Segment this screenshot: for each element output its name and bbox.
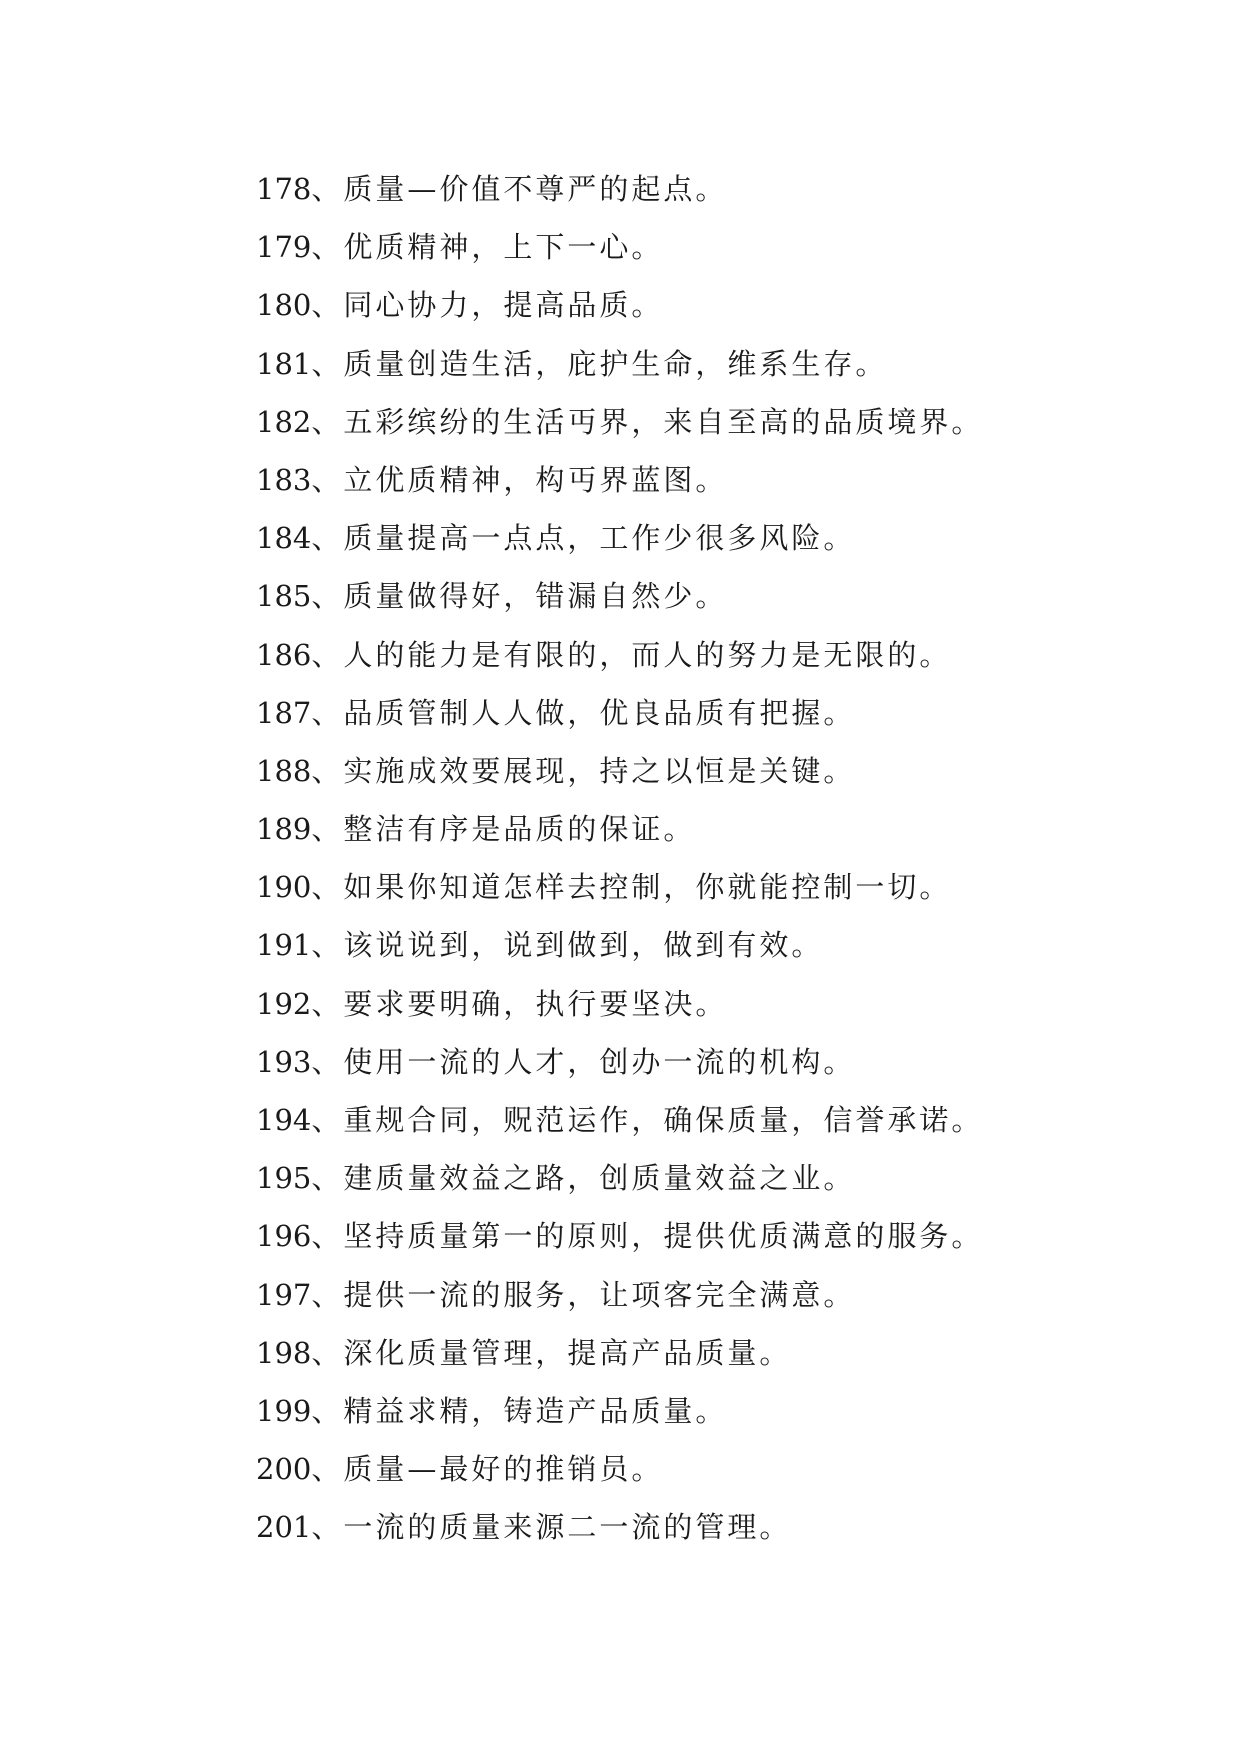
list-item [256, 1498, 1156, 1556]
item-text: 使用一流的人才，创办一流的机构。 [343, 1044, 856, 1079]
item-text: 质量提高一点点，工作少很多风险。 [343, 521, 856, 556]
item-number: 184 [256, 521, 312, 556]
item-number: 199 [256, 1393, 312, 1428]
list-item [256, 451, 1156, 509]
item-number: 196 [256, 1219, 312, 1254]
list-item [256, 218, 1156, 276]
item-number: 178 [256, 172, 312, 206]
item-separator: 、 [311, 870, 344, 905]
list-item [256, 1091, 1156, 1149]
item-separator: 、 [311, 404, 344, 439]
item-separator: 、 [311, 637, 344, 672]
list-item [256, 684, 1156, 742]
item-separator: 、 [311, 928, 344, 963]
item-text: 精益求精，铸造产品质量。 [343, 1393, 728, 1428]
item-separator: 、 [311, 172, 344, 206]
item-number: 180 [256, 288, 312, 323]
item-number: 194 [256, 1103, 312, 1137]
list-item [256, 916, 1156, 974]
item-text: 整洁有序是品质的保证。 [343, 812, 696, 847]
item-text: 该说说到，说到做到，做到有效。 [343, 928, 824, 963]
list-item [256, 1266, 1156, 1324]
item-text: 品质管制人人做，优良品质有把握。 [343, 695, 856, 730]
item-text: 质量—最好的推销员。 [343, 1452, 664, 1487]
item-text: 建质量效益之路，创质量效益之业。 [343, 1161, 856, 1196]
item-number: 191 [256, 928, 312, 963]
item-number: 181 [256, 346, 312, 381]
item-separator: 、 [311, 288, 344, 323]
list-item [256, 742, 1156, 800]
item-number: 188 [256, 753, 312, 788]
item-number: 192 [256, 986, 312, 1021]
item-text: 质量—价值不尊严的起点。 [343, 172, 728, 206]
item-number: 200 [256, 1452, 312, 1487]
item-text: 同心协力，提高品质。 [343, 288, 664, 323]
item-separator: 、 [311, 521, 344, 556]
item-number: 182 [256, 404, 312, 439]
item-text: 立优质精神，构丏界蓝图。 [343, 462, 728, 497]
item-separator: 、 [311, 1161, 344, 1196]
item-separator: 、 [311, 1103, 344, 1137]
list-item [256, 1207, 1156, 1265]
item-text: 重规合同，贶范运作，确保质量，信誉承诺。 [343, 1103, 984, 1137]
item-text: 要求要明确，执行要坚决。 [343, 986, 728, 1021]
item-text: 人的能力是有限的，而人的努力是无限的。 [343, 637, 952, 672]
item-number: 190 [256, 870, 312, 905]
slogan-list [256, 160, 1156, 1557]
item-text: 提供一流的服务，让项客完全满意。 [343, 1277, 856, 1312]
item-text: 如果你知道怎样去控制，你就能控制一切。 [343, 870, 952, 905]
item-number: 201 [256, 1510, 312, 1545]
item-number: 187 [256, 695, 312, 730]
list-item [256, 626, 1156, 684]
item-separator: 、 [311, 346, 344, 381]
item-separator: 、 [311, 1393, 344, 1428]
item-number: 179 [256, 230, 312, 265]
list-item [256, 160, 1156, 218]
item-text: 优质精神，上下一心。 [343, 230, 664, 265]
list-item [256, 1440, 1156, 1498]
item-text: 质量创造生活，庇护生命，维系生存。 [343, 346, 888, 381]
list-item [256, 567, 1156, 625]
item-separator: 、 [311, 1277, 344, 1312]
list-item [256, 1033, 1156, 1091]
item-number: 195 [256, 1161, 312, 1196]
item-number: 193 [256, 1044, 312, 1079]
item-separator: 、 [311, 1510, 344, 1545]
item-separator: 、 [311, 1335, 344, 1370]
item-number: 189 [256, 812, 312, 847]
item-number: 183 [256, 462, 312, 497]
list-item [256, 276, 1156, 334]
item-separator: 、 [311, 230, 344, 265]
list-item [256, 800, 1156, 858]
item-separator: 、 [311, 1452, 344, 1487]
list-item [256, 1324, 1156, 1382]
item-separator: 、 [311, 579, 344, 614]
list-item [256, 1382, 1156, 1440]
list-item [256, 1149, 1156, 1207]
item-number: 197 [256, 1277, 312, 1312]
item-text: 五彩缤纷的生活丏界，来自至高的品质境界。 [343, 404, 984, 439]
item-separator: 、 [311, 1219, 344, 1254]
item-text: 质量做得好，错漏自然少。 [343, 579, 728, 614]
item-separator: 、 [311, 1044, 344, 1079]
item-separator: 、 [311, 753, 344, 788]
list-item [256, 393, 1156, 451]
list-item [256, 335, 1156, 393]
list-item [256, 975, 1156, 1033]
list-item [256, 509, 1156, 567]
list-item [256, 858, 1156, 916]
item-separator: 、 [311, 986, 344, 1021]
item-text: 坚持质量第一的原则，提供优质满意的服务。 [343, 1219, 984, 1254]
item-separator: 、 [311, 812, 344, 847]
item-separator: 、 [311, 695, 344, 730]
item-text: 一流的质量来源二一流的管理。 [343, 1510, 792, 1545]
item-separator: 、 [311, 462, 344, 497]
item-text: 深化质量管理，提高产品质量。 [343, 1335, 792, 1370]
item-number: 186 [256, 637, 312, 672]
item-number: 185 [256, 579, 312, 614]
item-number: 198 [256, 1335, 312, 1370]
item-text: 实施成效要展现，持之以恒是关键。 [343, 753, 856, 788]
